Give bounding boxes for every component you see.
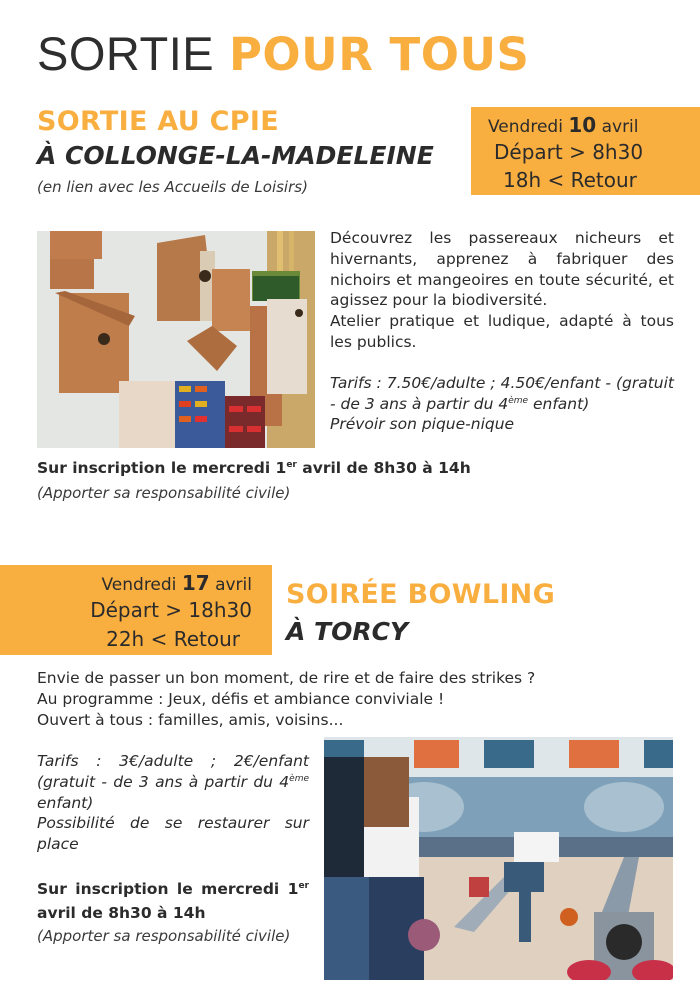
page-title-bold: POUR TOUS [228,28,530,81]
page-title [37,28,529,81]
registration-info: Sur inscription le mercredi 1er avril de 8h30 à 14h [37,459,471,477]
description-line: Au programme : Jeux, défis et ambiance conviviale ! [37,689,445,708]
event-extra: Prévoir son pique-nique [330,415,515,434]
event-description [330,228,674,435]
bowling-image-icon [324,737,673,980]
event-note: (en lien avec les Accueils de Loisirs) [37,178,308,196]
description-line: Ouvert à tous : familles, amis, voisins... [37,710,344,729]
departure-time: Départ > 18h30 [90,598,252,622]
birdhouse-photo [37,231,315,448]
event-date [101,571,252,597]
description-line: Découvrez les passereaux nicheurs et hivernants, apprenez à fabriquer des nichoirs et mangeoires en toute sécurité, et agissez pour la biodiversité. [330,229,674,310]
date-box [471,107,700,195]
return-time: 18h < Retour [503,168,637,192]
event-location: À TORCY [286,617,409,646]
event-extra: Possibilité de se restaurer sur place [37,814,309,854]
event-description [37,668,597,730]
event-tarifs: Tarifs : 7.50€/adulte ; 4.50€/enfant - (gratuit - de 3 ans à partir du 4ème enfant) [330,373,674,413]
description-line: Atelier pratique et ludique, adapté à tous les publics. [330,312,674,351]
birdhouse-image-icon [37,231,315,448]
registration-info: Sur inscription le mercredi 1er avril de 8h30 à 14h [37,880,309,922]
day-name: Vendredi [488,117,563,137]
month: avril [601,117,639,137]
responsibility-note: (Apporter sa responsabilité civile) [37,927,291,945]
responsibility-note: (Apporter sa responsabilité civile) [37,484,291,502]
description-line: Envie de passer un bon moment, de rire et de faire des strikes ? [37,669,536,687]
day-number: 10 [568,113,597,137]
event-tarifs-block [37,751,309,855]
day-name: Vendredi [101,575,177,595]
date-box [0,565,272,655]
departure-time: Départ > 8h30 [494,140,644,164]
month: avril [215,575,252,595]
event-date [488,113,639,139]
event-location: À COLLONGE-LA-MADELEINE [37,141,434,170]
event-title: SORTIE AU CPIE [37,106,279,137]
event-tarifs: Tarifs : 3€/adulte ; 2€/enfant (gratuit - de 3 ans à partir du 4ème enfant) [37,752,309,812]
day-number: 17 [181,571,210,595]
event-title: SOIRÉE BOWLING [286,579,556,610]
return-time: 22h < Retour [106,627,240,651]
page-title-light: SORTIE [37,27,215,80]
bowling-photo [324,737,673,980]
